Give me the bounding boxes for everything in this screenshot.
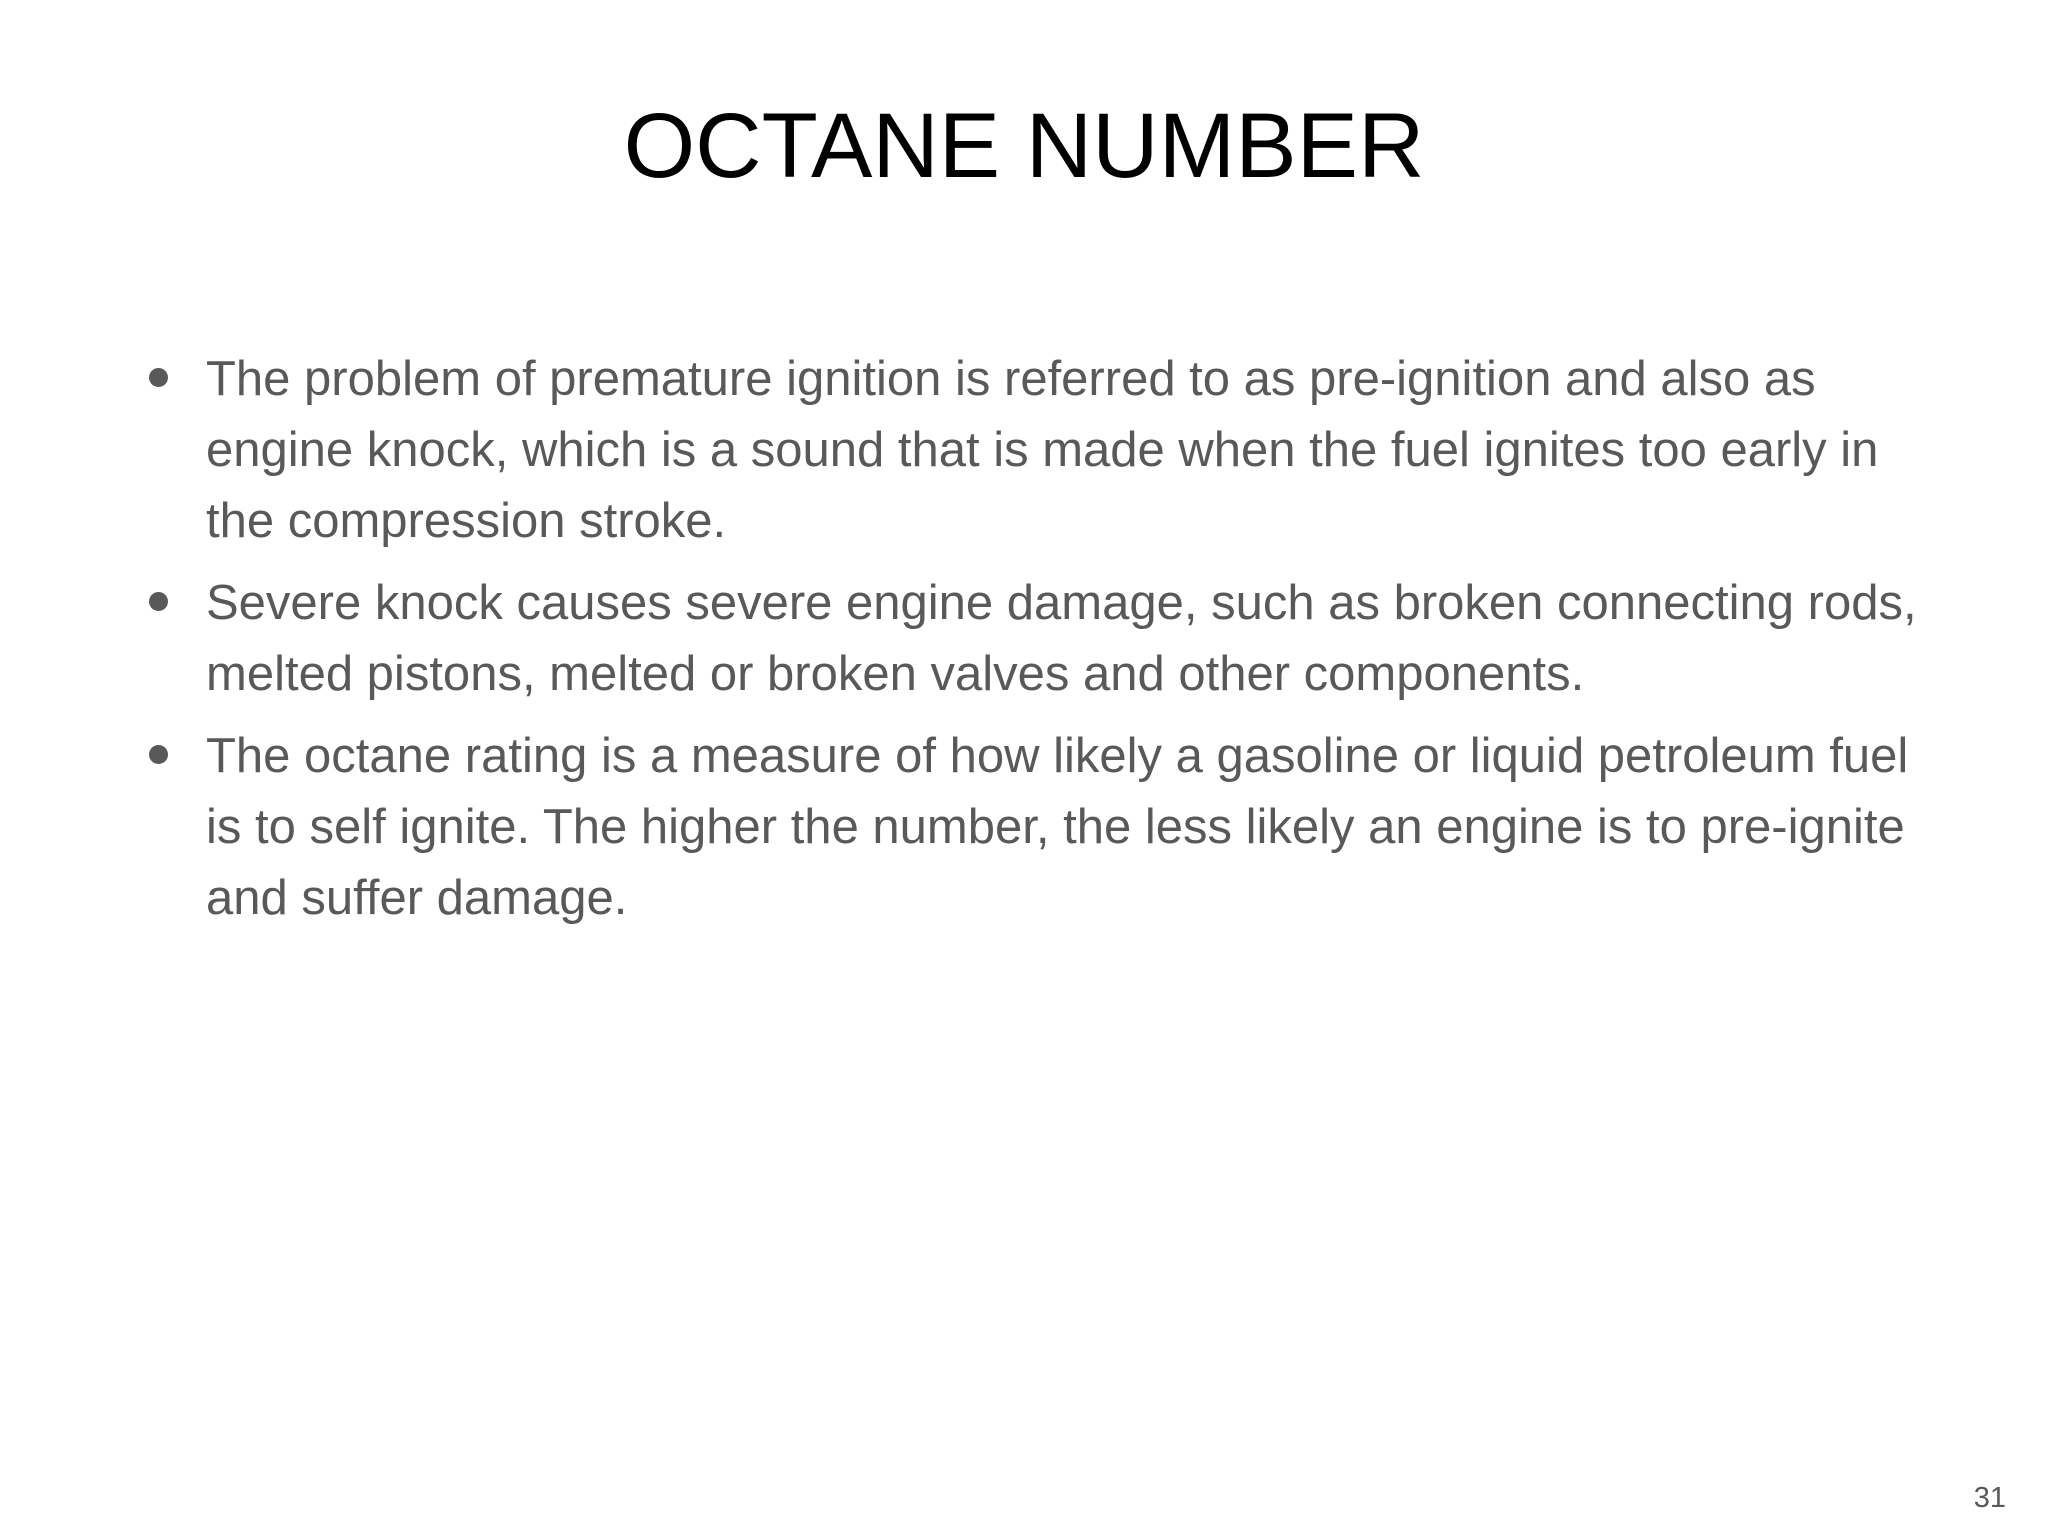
bullet-list	[140, 344, 1920, 945]
bullet-text: The problem of premature ignition is referred to as pre-ignition and also as engine knock, which is a sound that is made when the fuel ignites too early in the compression stroke.	[206, 352, 1879, 548]
bullet-text: The octane rating is a measure of how likely a gasoline or liquid petroleum fuel is to self ignite. The higher the number, the less likely an engine is to pre-ignite and suffer damage.	[206, 729, 1909, 925]
bullet-item	[140, 721, 1920, 934]
bullet-item	[140, 344, 1920, 557]
slide-title: OCTANE NUMBER	[623, 95, 1425, 197]
bullet-dot-icon	[149, 368, 168, 387]
page-number: 31	[1973, 1482, 2006, 1514]
bullet-item	[140, 568, 1920, 710]
bullet-dot-icon	[149, 745, 168, 764]
bullet-text: Severe knock causes severe engine damage, such as broken connecting rods, melted pistons, melted or broken valves and other components.	[206, 576, 1917, 701]
bullet-dot-icon	[149, 592, 168, 611]
